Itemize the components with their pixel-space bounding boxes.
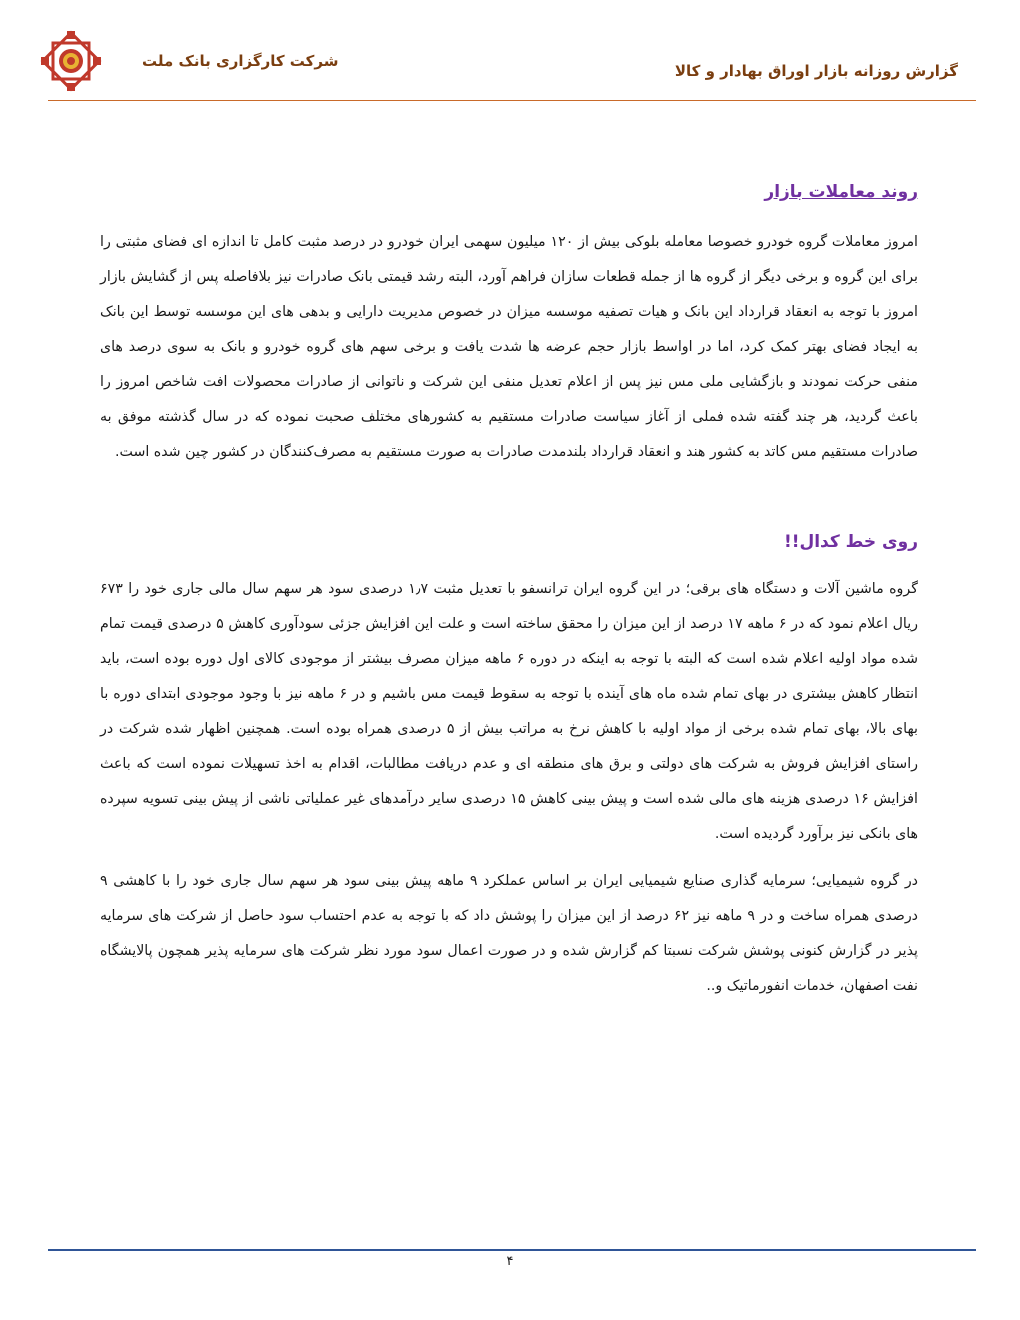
section-title-market-trend: روند معاملات بازار	[764, 182, 918, 202]
header-divider	[48, 100, 976, 101]
document-body	[100, 150, 918, 1004]
market-trend-paragraph: امروز معاملات گروه خودرو خصوصا معامله بلوکی بیش از ۱۲۰ میلیون سهمی ایران خودرو در درصد مثبت کامل تا اندازه ای فضای مثبتی را برای این گروه و برخی دیگر از گروه ها از جمله قطعات سازان فراهم آورد، البته رشد قیمتی بانک صادرات نیز بلافاصله پس از گشایش بازار امروز با توجه به انعقاد قرارداد این بانک و هیات تصفیه موسسه میزان در خصوص مدیریت دارایی و بدهی های این موسسه توسط این بانک به ایجاد فضای بهتر کمک کرد، اما در اواسط بازار حجم عرضه ها شدت یافت و برخی سهم های گروه خودرو و بانک به سوی درصد های منفی حرکت نمودند و بازگشایی ملی مس نیز پس از اعلام تعدیل منفی این شرکت و ناتوانی از صادرات محصولات افت شاخص امروز را باعث گردید، هر چند گفته شده فملی از آغاز سیاست صادرات مستقیم به کشورهای مختلف صحبت نموده که در سال گذشته موفق به صادرات مستقیم مس کاتد به کشور هند و انعقاد قرارداد بلندمدت صادرات به صورت مستقیم به مصرف‌کنندگان در کشور چین شده است.	[100, 234, 918, 460]
company-name: شرکت کارگزاری بانک ملت	[142, 52, 339, 70]
page-number: ۴	[506, 1254, 514, 1269]
section-title-codal: روی خط کدال!!	[783, 532, 918, 552]
codal-paragraph-electrical-equipment: گروه ماشین آلات و دستگاه های برقی؛ در این گروه ایران ترانسفو با تعدیل مثبت ۱٫۷ درصدی سود هر سهم سال مالی جاری خود را ۶۷۳ ریال اعلام نمود که در ۶ ماهه ۱۷ درصد از این میزان را محقق ساخته است و علت این افزایش جزئی سودآوری کاهش ۵ درصدی قیمت تمام شده مواد اولیه اعلام شده است که البته با توجه به اینکه در دوره ۶ ماهه میزان مصرف بیشتر از موجودی کالای اول دوره بوده است، باید انتظار کاهش بیشتری در بهای تمام شده ماه های آینده با توجه به سقوط قیمت مس باشیم و در ۶ ماهه نیز با وجود موجودی ابتدای دوره با بهای بالا، بهای تمام شده برخی از مواد اولیه با کاهش نرخ به مراتب بیش از ۵ درصدی همراه بوده است. همچنین اظهار شده شرکت در راستای افزایش فروش به شرکت های دولتی و برق های منطقه ای و عدم دریافت مطالبات، اقدام به اخذ تسهیلات نموده است که باعث افزایش ۱۶ درصدی هزینه های مالی شده است و پیش بینی کاهش ۱۵ درصدی سایر درآمدهای غیر عملیاتی ناشی از پیش بینی تسویه سپرده های بانکی نیز برآورد گردیده است.	[100, 581, 919, 842]
bank-mellat-logo-icon	[40, 30, 102, 92]
codal-paragraph-chemical: در گروه شیمیایی؛ سرمایه گذاری صنایع شیمیایی ایران بر اساس عملکرد ۹ ماهه پیش بینی سود هر سهم سال جاری خود را با کاهشی ۹ درصدی همراه ساخت و در ۹ ماهه نیز ۶۲ درصد از این میزان را پوشش داد که با توجه به عدم احتساب سود حاصل از شرکت های سرمایه پذیر در گزارش کنونی پوشش شرکت نسبتا کم گزارش شده و در صورت اعمال سود مورد نظر شرکت های سرمایه پذیر همچون پالایشگاه نفت اصفهان، خدمات انفورماتیک و..	[100, 873, 918, 994]
page-header	[0, 0, 1020, 100]
footer-divider	[48, 1249, 976, 1251]
report-title: گزارش روزانه بازار اوراق بهادار و کالا	[674, 62, 958, 80]
